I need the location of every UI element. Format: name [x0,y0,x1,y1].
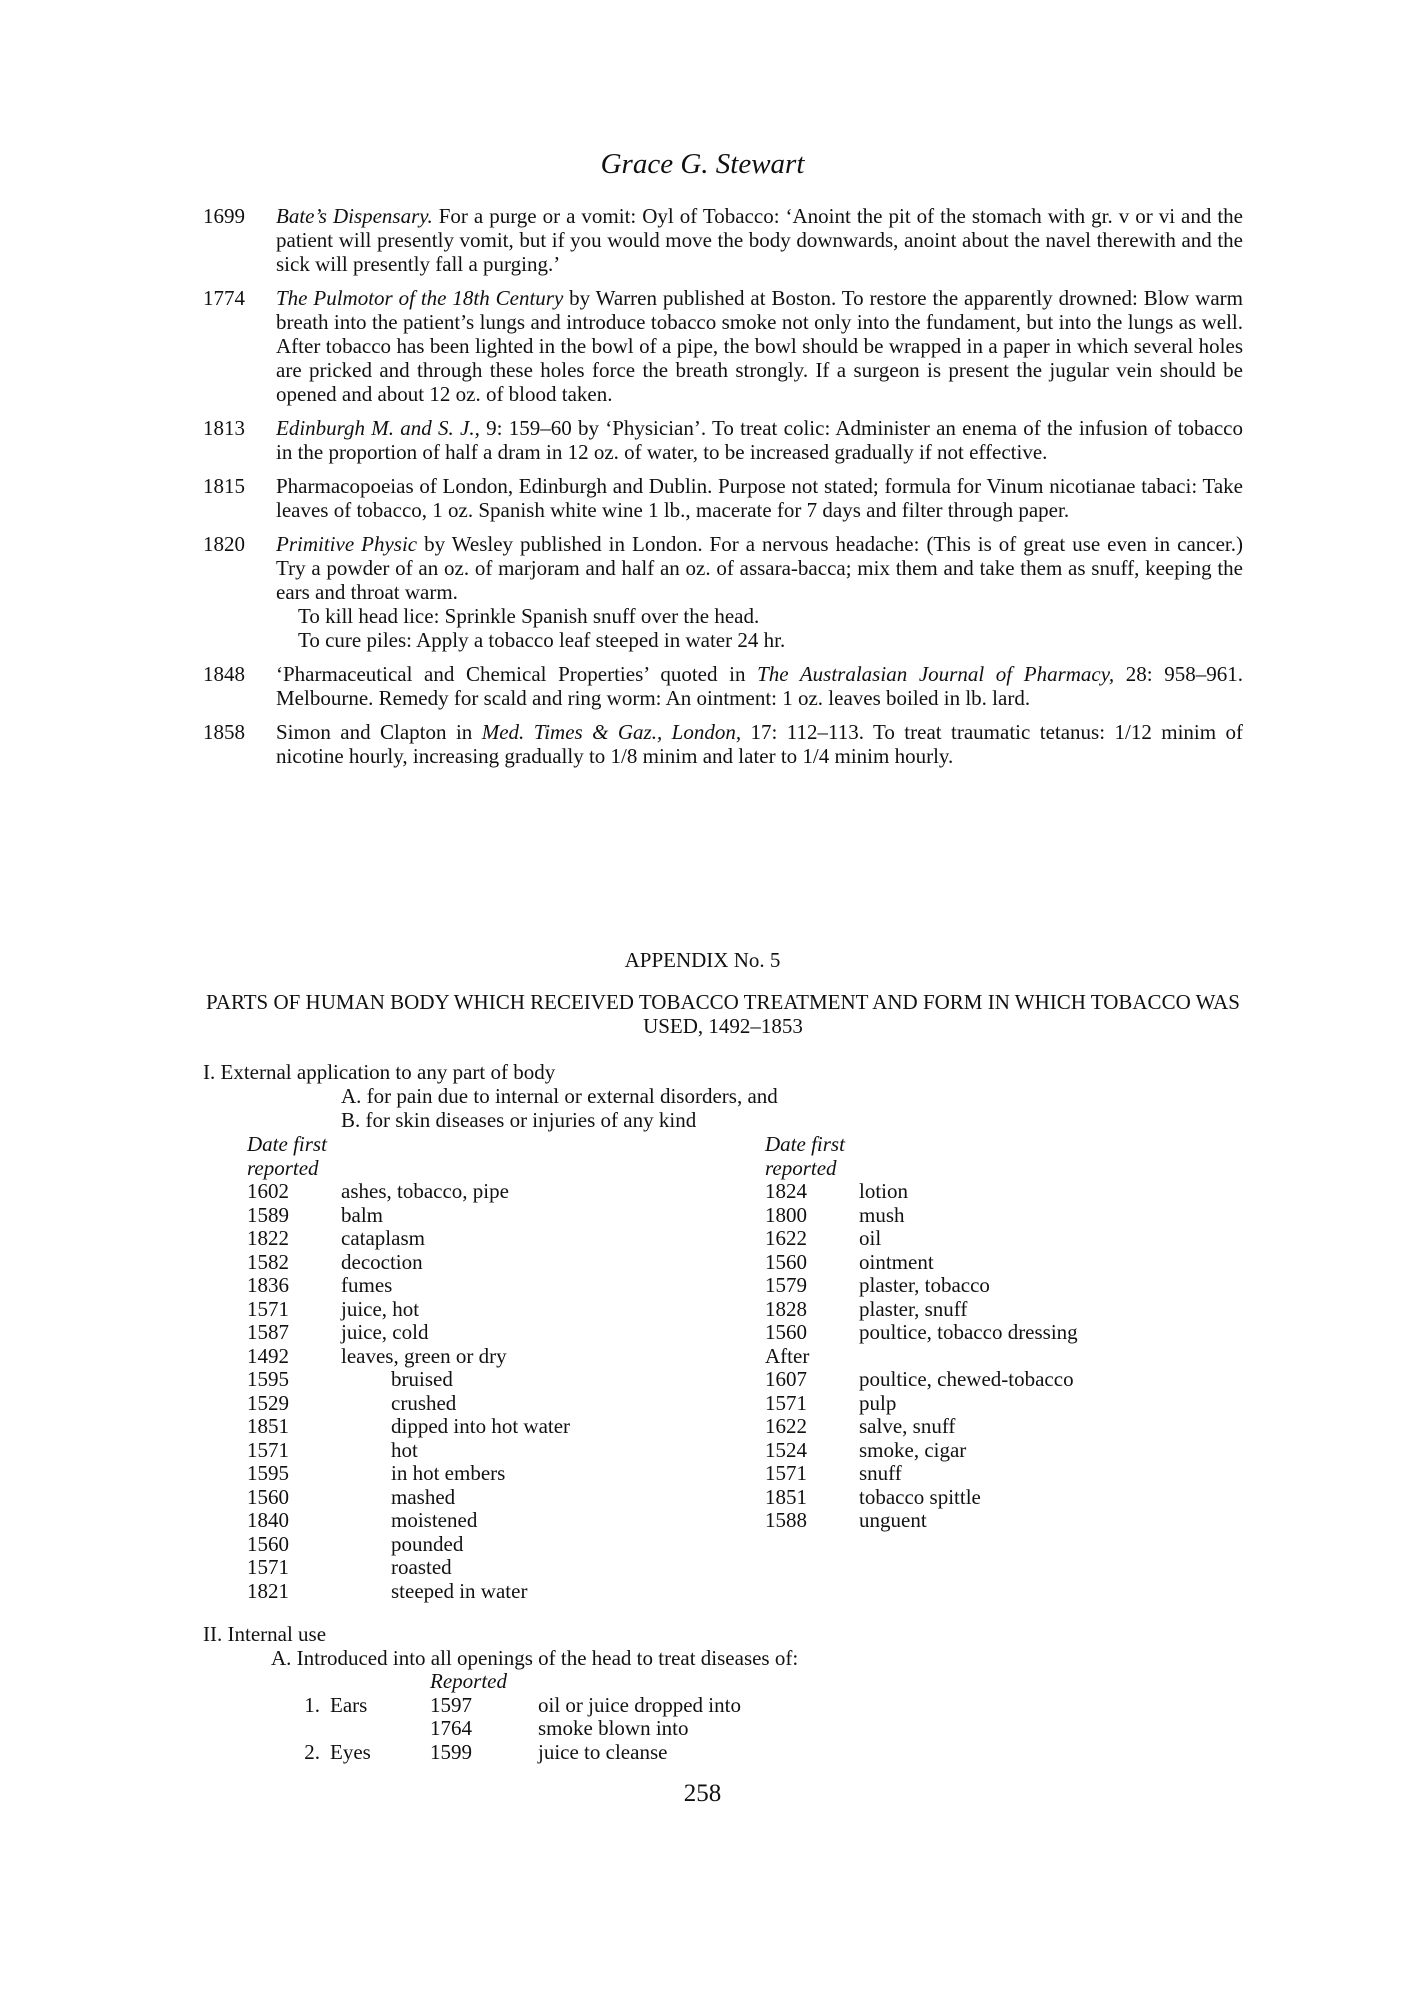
table-row [765,1251,1245,1275]
table-row [247,1204,747,1228]
entry-year: 1699 [203,204,245,228]
row-year: 1840 [247,1508,289,1532]
row-form: moistened [391,1508,478,1532]
row-form: fumes [341,1273,393,1297]
row-form: smoke, cigar [859,1437,967,1462]
row-year: 1836 [247,1273,289,1297]
entry-source-title: Bate’s Dispensary. [276,204,433,228]
row-year: 1571 [765,1461,807,1485]
table-row [765,1368,1245,1392]
row-year: 1764 [430,1716,472,1740]
entry-year: 1848 [203,662,245,686]
row-number [203,1717,330,1741]
table-row [247,1392,747,1416]
row-year: 1828 [765,1296,807,1321]
entry-pre-text: ‘Pharmaceutical and Chemical Properties’ quoted in [276,662,758,686]
entry-year: 1815 [203,474,245,498]
table-row [765,1392,1245,1416]
row-form: unguent [859,1508,927,1532]
table-row [765,1486,1245,1510]
entry-year: 1858 [203,720,245,744]
table-row [765,1321,1245,1345]
row-number: 2. [304,1739,320,1764]
table-row [203,1741,1243,1765]
table-row [765,1298,1245,1322]
table-row [203,1694,1243,1718]
row-form: bruised [391,1367,453,1391]
entry-source-title: Primitive Physic [276,532,418,556]
row-form: tobacco spittle [859,1484,981,1509]
row-form: poultice, chewed-tobacco [859,1367,1074,1391]
row-description: juice to cleanse [538,1739,668,1764]
row-year: 1595 [247,1367,289,1391]
row-form: cataplasm [341,1226,425,1250]
reported-heading: Reported [430,1669,507,1693]
table-row [247,1533,747,1557]
table-row [765,1204,1245,1228]
table-row [765,1180,1245,1204]
row-year: 1824 [765,1179,807,1203]
row-year: 1822 [247,1226,289,1250]
row-year: 1571 [247,1555,289,1579]
row-form: pounded [391,1531,464,1556]
entry-text: 17: 112–113. To treat traumatic tetanus: 1/12 minim of nicotine hourly, increasing gradually to 1/8 minim and later to 1/4 minim hourly. [276,720,1244,768]
row-year: 1588 [765,1508,807,1532]
row-year: 1560 [765,1320,807,1344]
forms-table-right [765,1132,1245,1533]
row-description: oil or juice dropped into [538,1692,741,1717]
row-year: 1529 [247,1390,289,1415]
entry-year: 1813 [203,416,245,440]
entry-source-title: The Australasian Journal of Pharmacy, [757,662,1115,686]
row-form: juice, cold [341,1320,429,1344]
row-year: 1582 [247,1249,289,1274]
row-form: pulp [859,1390,897,1415]
table-row [247,1298,747,1322]
table-row [203,1717,1243,1741]
row-form: roasted [391,1555,452,1579]
entry-source-title: Med. Times & Gaz., London, [481,720,742,744]
row-year: 1560 [247,1531,289,1556]
entry-text: by Wesley published in London. For a nervous headache: (This is of great use even in cancer.) Try a powder of an oz. of marjoram and half an oz. of assara-bacca; mix them and take them as snuff, keeping the ears and throat warm. [276,532,1244,604]
row-form: in hot embers [391,1461,506,1485]
table-row [247,1368,747,1392]
running-head: Grace G. Stewart [600,148,805,180]
row-organ [330,1717,430,1741]
row-form: crushed [391,1390,457,1415]
entry-text: Pharmacopoeias of London, Edinburgh and Dublin. Purpose not stated; formula for Vinum nicotianae tabaci: Take leaves of tobacco, 1 oz. Spanish white wine 1 lb., macerate for 7 days and filter through paper. [276,474,1243,522]
table-row [247,1509,747,1533]
row-year: 1622 [765,1226,807,1250]
entry-1813 [203,416,1243,464]
section-internal [203,1623,1243,1764]
sub-item-a: A. Introduced into all openings of the head to treat diseases of: [271,1645,799,1670]
entry-1848 [203,662,1243,710]
table-row [765,1439,1245,1463]
entry-text: by Warren published at Boston. To restore the apparently drowned: Blow warm breath into the patient’s lungs and introduce tobacco smoke not only into the fundament, but into the lungs as well. After tobacco has been lighted in the bowl of a pipe, the bowl should be wrapped in a paper in which several holes are pricked and through these holes force the breath strongly. If a surgeon is present the jugular vein should be opened and about 12 oz. of blood taken. [276,286,1243,406]
row-number: 1. [304,1692,320,1717]
row-form: steeped in water [391,1578,528,1603]
page-number: 258 [683,1780,722,1807]
column-heading: reported [247,1156,319,1180]
row-form: lotion [859,1179,909,1203]
row-year: 1589 [247,1202,289,1227]
row-organ: Eyes [330,1739,371,1764]
row-year: 1800 [765,1202,807,1227]
table-row [247,1580,747,1604]
entry-pre-text: Simon and Clapton in [276,720,482,744]
entry-1774 [203,286,1243,406]
entry-text: 9: 159–60 by ‘Physician’. To treat colic: Administer an enema of the infusion of tobacco in the proportion of half a dram in 12 oz. of water, to be increased gradually if not effective. [276,416,1243,464]
appendix-title: APPENDIX No. 5 [624,948,781,972]
entry-1815 [203,474,1243,522]
entry-1858 [203,720,1243,768]
row-description: smoke blown into [538,1716,689,1740]
section-label: II. Internal use [203,1622,327,1646]
row-form: leaves, green or dry [341,1343,507,1368]
table-row [247,1556,747,1580]
row-form: ointment [859,1249,934,1274]
table-row [247,1251,747,1275]
entry-extra-line: To kill head lice: Sprinkle Spanish snuff over the head. [298,604,760,628]
table-row [247,1180,747,1204]
table-row [765,1345,1245,1369]
column-heading: Date first [247,1132,327,1156]
table-row [765,1509,1245,1533]
row-year: 1597 [430,1692,472,1717]
row-year: 1821 [247,1578,289,1603]
row-year: 1579 [765,1273,807,1297]
table-row [765,1462,1245,1486]
table-row [247,1274,747,1298]
forms-table-left [247,1132,747,1603]
row-form: oil [859,1226,882,1250]
row-form: ashes, tobacco, pipe [341,1179,509,1203]
row-year: 1851 [765,1484,807,1509]
row-year: After [765,1343,810,1368]
row-year: 1622 [765,1414,807,1438]
row-year: 1492 [247,1343,289,1368]
entry-year: 1820 [203,532,245,556]
table-row [765,1274,1245,1298]
row-year: 1587 [247,1320,289,1344]
table-row [247,1486,747,1510]
row-organ: Ears [330,1692,368,1717]
entry-1699 [203,204,1243,276]
row-year: 1607 [765,1367,807,1391]
section-label: I. External application to any part of body [203,1060,556,1084]
row-form: juice, hot [341,1296,420,1321]
table-row [247,1345,747,1369]
table-header [203,1670,1243,1694]
row-form: hot [391,1437,418,1462]
row-form: mush [859,1202,905,1227]
entry-source-title: Edinburgh M. and S. J., [276,416,480,440]
appendix-heading: PARTS OF HUMAN BODY WHICH RECEIVED TOBACCO TREATMENT AND FORM IN WHICH TOBACCO WAS USED, 1492–1853 [206,990,1240,1038]
row-year: 1524 [765,1437,807,1462]
entry-text: For a purge or a vomit: Oyl of Tobacco: ‘Anoint the pit of the stomach with gr. v or vi and the patient will presently vomit, but if you would move the body downwards, anoint about the navel therewith and the sick will presently fall a purging.’ [276,204,1244,276]
row-form: decoction [341,1249,423,1274]
table-row [247,1227,747,1251]
row-year: 1599 [430,1739,472,1764]
row-year: 1851 [247,1414,289,1438]
sub-item-a: A. for pain due to internal or external disorders, and [341,1084,778,1108]
entry-year: 1774 [203,286,245,310]
row-form: plaster, snuff [859,1296,968,1321]
column-heading: Date first [765,1132,845,1156]
row-form: balm [341,1202,383,1227]
row-year: 1560 [765,1249,807,1274]
row-form: salve, snuff [859,1414,956,1438]
entry-source-title: The Pulmotor of the 18th Century [276,286,564,310]
row-form: dipped into hot water [391,1414,571,1438]
openings-table [203,1670,1243,1764]
row-year: 1571 [247,1296,289,1321]
sub-item-b: B. for skin diseases or injuries of any kind [341,1108,697,1132]
table-row [247,1462,747,1486]
entry-text: 28: 958–961. Melbourne. Remedy for scald and ring worm: An ointment: 1 oz. leaves boiled in lb. lard. [276,662,1244,710]
row-form: plaster, tobacco [859,1273,990,1297]
table-row [765,1227,1245,1251]
table-row [247,1415,747,1439]
row-form: mashed [391,1484,456,1509]
column-heading: reported [765,1156,837,1180]
row-year: 1595 [247,1461,289,1485]
table-row [247,1321,747,1345]
row-form: snuff [859,1461,902,1485]
row-form: poultice, tobacco dressing [859,1320,1078,1344]
entry-1820 [203,532,1243,652]
row-form [859,1345,1245,1369]
table-row [247,1439,747,1463]
row-year: 1602 [247,1179,289,1203]
row-year: 1571 [247,1437,289,1462]
table-row [765,1415,1245,1439]
entry-extra-line: To cure piles: Apply a tobacco leaf steeped in water 24 hr. [298,628,786,652]
row-year: 1571 [765,1390,807,1415]
row-year: 1560 [247,1484,289,1509]
section-external [203,1060,1243,1132]
chronology-entries [203,204,1243,778]
